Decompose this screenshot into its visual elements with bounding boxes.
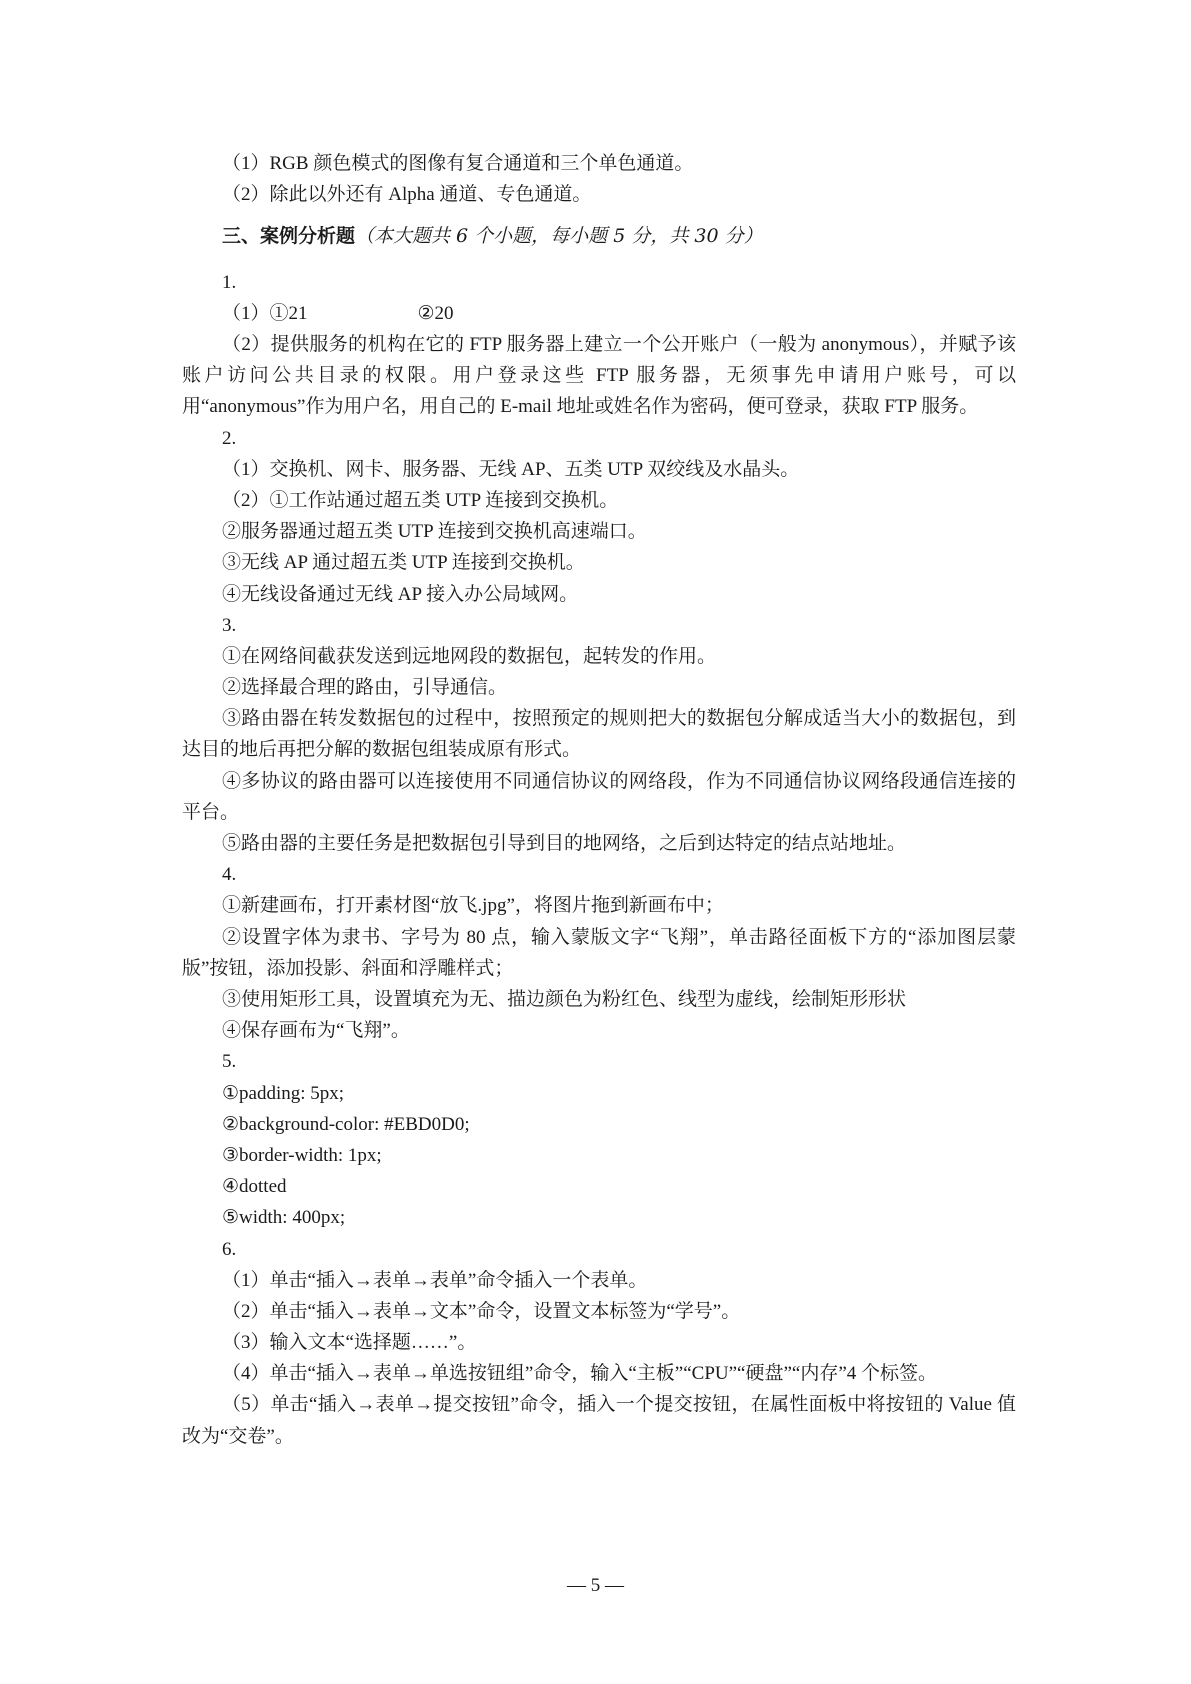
q4-line-1: ①新建画布，打开素材图“放飞.jpg”，将图片拖到新画布中； bbox=[222, 895, 724, 917]
q5-line-2: ②background-color: #EBD0D0; bbox=[222, 1113, 470, 1135]
q2-line-3: ②服务器通过超五类 UTP 连接到交换机高速端口。 bbox=[222, 521, 647, 543]
section-title: 三、案例分析题 bbox=[222, 225, 356, 248]
page-number: — 5 — bbox=[567, 1575, 624, 1596]
q2-line-1: （1）交换机、网卡、服务器、无线 AP、五类 UTP 双绞线及水晶头。 bbox=[222, 458, 800, 480]
q3-para-3: ③路由器在转发数据包的过程中，按照预定的规则把大的数据包分解成适当大小的数据包，到达目的地后再把分解的数据包组装成原有形式。 bbox=[182, 708, 1016, 761]
q4-line-3: ③使用矩形工具，设置填充为无、描边颜色为粉红色、线型为虚线，绘制矩形形状 bbox=[222, 989, 907, 1011]
q6-number: 6. bbox=[222, 1238, 237, 1260]
q6-para-4: （4）单击“插入→表单→单选按钮组”命令，输入“主板”“CPU”“硬盘”“内存”4 个标签。 bbox=[222, 1363, 938, 1385]
q4-number: 4. bbox=[222, 864, 237, 886]
intro-line-2: （2）除此以外还有 Alpha 通道、专色通道。 bbox=[222, 184, 592, 206]
q1-answer-1-first: （1）①21 bbox=[222, 302, 308, 324]
q2-line-2: （2）①工作站通过超五类 UTP 连接到交换机。 bbox=[222, 489, 619, 511]
section-note: （本大题共 6 个小题，每小题 5 分，共 30 分） bbox=[355, 225, 763, 248]
q4-line-4: ④保存画布为“飞翔”。 bbox=[222, 1020, 410, 1042]
q3-line-1: ①在网络间截获发送到远地网段的数据包，起转发的作用。 bbox=[222, 645, 717, 667]
q3-line-5: ⑤路由器的主要任务是把数据包引导到目的地网络，之后到达特定的结点站地址。 bbox=[222, 833, 907, 855]
q6-line-3: （3）输入文本“选择题……”。 bbox=[222, 1332, 477, 1354]
q2-number: 2. bbox=[222, 427, 237, 449]
q6-line-1: （1）单击“插入→表单→表单”命令插入一个表单。 bbox=[222, 1269, 648, 1291]
q1-answer-1 bbox=[182, 298, 1016, 329]
q5-line-3: ③border-width: 1px; bbox=[222, 1144, 382, 1166]
q1-answer-2: （2）提供服务的机构在它的 FTP 服务器上建立一个公开账户（一般为 anonymous），并赋予该账户访问公共目录的权限。用户登录这些 FTP 服务器，无须事先申请用户账号，可以用“anonymous”作为用户名，用自己的 E-mail 地址或姓名作为密码，便可登录，获取 FTP 服务。 bbox=[182, 333, 1016, 418]
q6-para-5: （5）单击“插入→表单→提交按钮”命令，插入一个提交按钮，在属性面板中将按钮的 Value 值改为“交卷”。 bbox=[182, 1394, 1016, 1447]
q5-number: 5. bbox=[222, 1051, 237, 1073]
q3-number: 3. bbox=[222, 614, 237, 636]
intro-line-1: （1）RGB 颜色模式的图像有复合通道和三个单色通道。 bbox=[222, 153, 694, 174]
q2-line-4: ③无线 AP 通过超五类 UTP 连接到交换机。 bbox=[222, 552, 585, 574]
q5-line-4: ④dotted bbox=[222, 1176, 287, 1198]
q1-answer-1-second: ②20 bbox=[417, 302, 454, 324]
q3-line-2: ②选择最合理的路由，引导通信。 bbox=[222, 677, 508, 699]
q3-para-4: ④多协议的路由器可以连接使用不同通信协议的网络段，作为不同通信协议网络段通信连接的平台。 bbox=[182, 770, 1016, 823]
q5-line-5: ⑤width: 400px; bbox=[222, 1207, 346, 1229]
q4-para-2: ②设置字体为隶书、字号为 80 点，输入蒙版文字“飞翔”，单击路径面板下方的“添加图层蒙版”按钮，添加投影、斜面和浮雕样式； bbox=[182, 926, 1016, 979]
q1-number: 1. bbox=[222, 271, 237, 293]
section-heading bbox=[182, 221, 1016, 252]
q5-line-1: ①padding: 5px; bbox=[222, 1082, 345, 1104]
q6-line-2: （2）单击“插入→表单→文本”命令，设置文本标签为“学号”。 bbox=[222, 1300, 741, 1322]
q2-line-5: ④无线设备通过无线 AP 接入办公局域网。 bbox=[222, 583, 579, 605]
page-content bbox=[182, 148, 1016, 1452]
